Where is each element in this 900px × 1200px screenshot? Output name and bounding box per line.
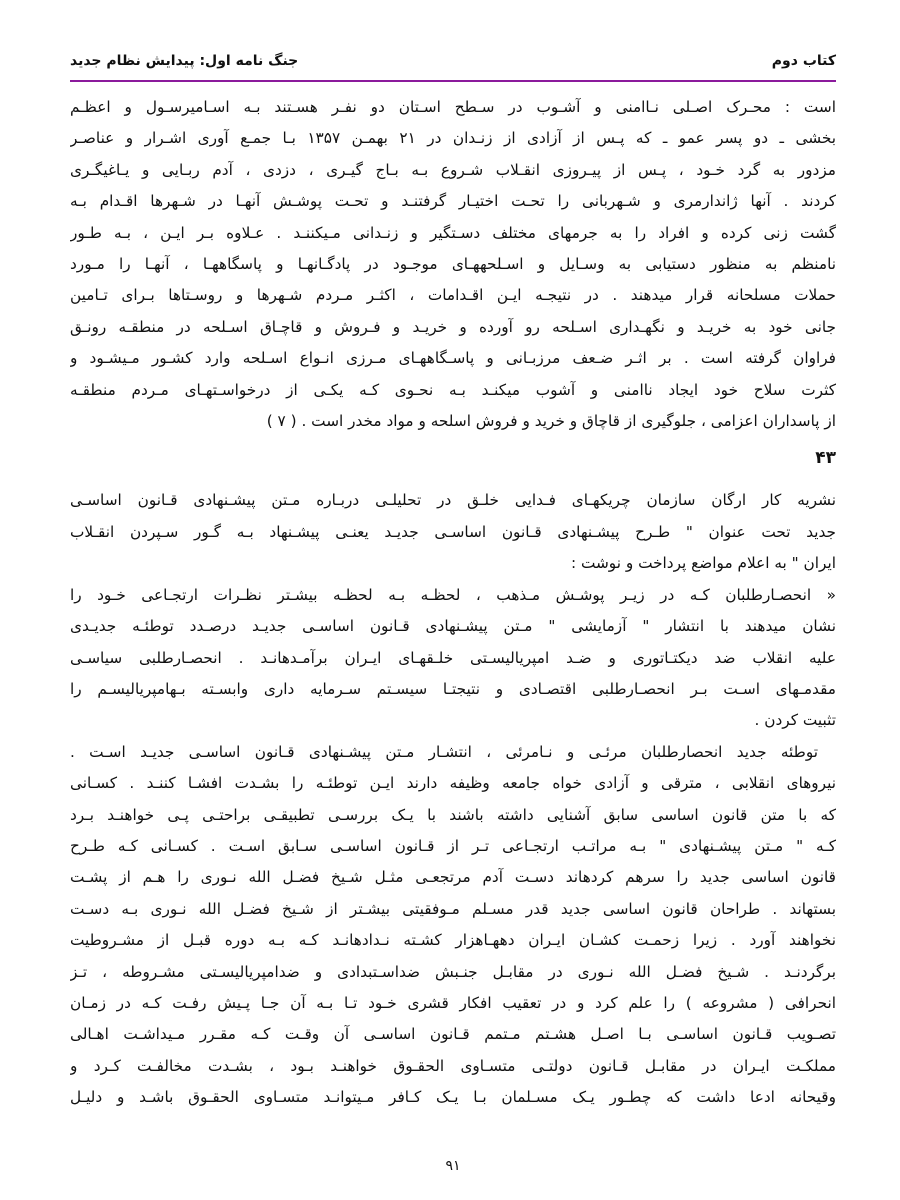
text-line: نشریه کار ارگان سازمان چریکهـای فـدایی خلـق در تحلیلـی دربـاره مـتن پیشـنهادی قـانون اساسـی (70, 491, 836, 510)
text-line: از پاسداران اعزامی ، جلوگیری از قاچاق و خرید و فروش اسلحه و مواد مخدر است . ( ۷ ) (266, 412, 836, 431)
text-line: تثبیت کردن . (754, 711, 836, 730)
text-line: جدید تحت عنوان " طـرح پیشـنهادی قـانون اساسـی جدیـد یعنـی پیشـنهاد بـه گـور سـپردن انقـلاب (70, 522, 836, 541)
text-line: انحرافی ( مشروعه ) را علم کرد و در تعقیب افکار قشری خـود تـا بـه آن جـا پـیش رفـت کـه در زمـان (70, 993, 836, 1012)
paragraph-3 (70, 737, 836, 1114)
text-line: نیروهای انقلابی ، مترقی و آزادی خواه جامعه وظیفه دارند ایـن توطئـه را بشـدت افشـا کننـد . کسـانی (70, 774, 836, 793)
text-line: وقیحانه ادعا داشت که چطـور یـک مسـلمان بـا یـک کـافر مـیتوانـد متسـاوی الحقـوق باشـد و دلیـل (70, 1088, 836, 1107)
text-line: فراوان گرفته است . بر اثـر ضـعف مرزبـانی و پاسـگاههـای مـرزی انـواع اسـلحه وارد کشـور مـیشـود و (70, 349, 836, 368)
text-line: نشان میدهند با انتشار " آزمایشی " مـتن پیشـنهادی قـانون اساسـی جدیـد درصـدد توطئـه جدیـدی (70, 617, 836, 636)
text-line: جانی خود به خریـد و نگهـداری اسـلحه رو آورده و خریـد و فـروش و قاچـاق اسـلحه در منطقـه رونـق (70, 317, 836, 336)
text-line: گشت زنی کرده و افراد را به جرمهای مختلف دسـتگیر و زنـدانی مـیکننـد . عـلاوه بـر ایـن ، بـه طـور (70, 223, 836, 242)
document-page (70, 0, 836, 1200)
paragraph-2 (70, 485, 836, 579)
quote-paragraph (70, 580, 836, 737)
text-line: کـه " مـتن پیشـنهادی " بـه مراتـب ارتجـاعی تـر از قـانون اساسـی سـابق اسـت . کسـانی کـه طـرح (70, 836, 836, 855)
text-line: که با متن قانون اساسی سابق آشنایی داشته باشند با یـک بررسـی تطبیقـی براحتـی پـی خواهنـد بـرد (70, 805, 836, 824)
body-text (70, 92, 836, 1114)
text-line: مقدمـهای اسـت بـر انحصـارطلبی اقتصـادی و نتیجتـا سیسـتم سـرمایه داری وابسـته بـهامپریالیسـم را (70, 679, 836, 698)
text-line: نامنظم به منظور دستیابی به وسـایل و اسـلحههـای موجـود در پادگـانهـا و پاسگاههـا ، آنهـا را مـورد (70, 255, 836, 274)
text-line: کردند . آنها ژاندارمری و شـهربانی را تحـت اختیـار گرفتنـد و تحـت پوشـش آنهـا در شـهرها اقـدام بـه (70, 192, 836, 211)
text-line: قانون اساسی جدید را سرهم کردهاند دسـت آدم مرتجعـی مثـل شـیخ فضـل الله نـوری را هـم از پشـت (70, 868, 836, 887)
text-line: علیه انقلاب ضد دیکتـاتوری و ضـد امپریالیسـتی خلـقهـای ایـران برآمـدهانـد . انحصـارطلبی سیاسـی (70, 648, 836, 667)
running-header (70, 50, 836, 72)
paragraph-1 (70, 92, 836, 437)
text-line: بستهاند . طراحان قانون اساسی جدید قدر مسـلم مـوفقیتی بیشـتر از شـیخ فضـل الله نـوری بـه دسـت (70, 899, 836, 918)
page-number: ۹۱ (445, 1158, 461, 1174)
text-line: نخواهند آورد . زیرا زحمـت کشـان ایـران دههـاهزار کشـته نـدادهانـد کـه بـه دوره قبـل از مشـروطیت (70, 931, 836, 950)
text-line: کثرت سلاح خود ایجاد ناامنی و آشوب میکنـد بـه نحـوی کـه یکـی از درخواسـتهـای مـردم منطقـه (70, 380, 836, 399)
text-line: ایران " به اعلام مواضع پرداخت و نوشت : (570, 554, 836, 573)
text-line: برگردنـد . شـیخ فضـل الله نـوری در مقابـل جنـبش ضداسـتبدادی و ضدامپریالیسـتی مشـروطه ، تـز (70, 962, 836, 981)
text-line: « انحصـارطلبان کـه در زیـر پوشـش مـذهب ، لحظـه بـه لحظـه بیشـتر نظـرات ارتجـاعی خـود را (70, 585, 836, 604)
book-label: کتاب دوم (771, 53, 836, 69)
text-line: حملات مسلحانه قرار میدهند . در نتیجـه ایـن اقـدامات ، اکثـر مـردم شـهرها و روسـتاها بـرای تـامین (70, 286, 836, 305)
text-line: بخشی ـ دو پسر عمو ـ که پـس از آزادی از زنـدان در ۲۱ بهمـن ۱۳۵۷ بـا جمـع آوری اشـرار و عناصـر (70, 129, 836, 148)
text-line: است : محـرک اصـلی نـاامنی و آشـوب در سـطح اسـتان دو نفـر هسـتند بـه اسـامیرسـول و اعظـم (70, 98, 836, 116)
text-line: توطئه جدید انحصارطلبان مرئـی و نـامرئی ، انتشـار مـتن پیشـنهادی قـانون اساسـی جدیـد اسـت . (70, 742, 818, 761)
chapter-title: جنگ نامه اول: پیدایش نظام جدید (70, 53, 299, 69)
section-number: ۴۳ (815, 448, 836, 469)
text-line: مملکـت ایـران در مقابـل قـانون دولتـی متسـاوی الحقـوق خواهنـد بـود ، بشـدت مخالفـت کـرد و (70, 1056, 836, 1075)
header-divider (70, 80, 836, 82)
text-line: مزدور به گرد خـود ، پـس از پیـروزی انقـلاب شـروع بـه بـاج گیـری ، دزدی ، آدم ربـایی و یـاغیگـری (70, 160, 836, 179)
text-line: تصـویب قـانون اساسـی بـا اصـل هشـتم مـتمم قـانون اساسـی آن وقـت کـه مقـرر مـیداشـت اهـالی (70, 1025, 836, 1044)
